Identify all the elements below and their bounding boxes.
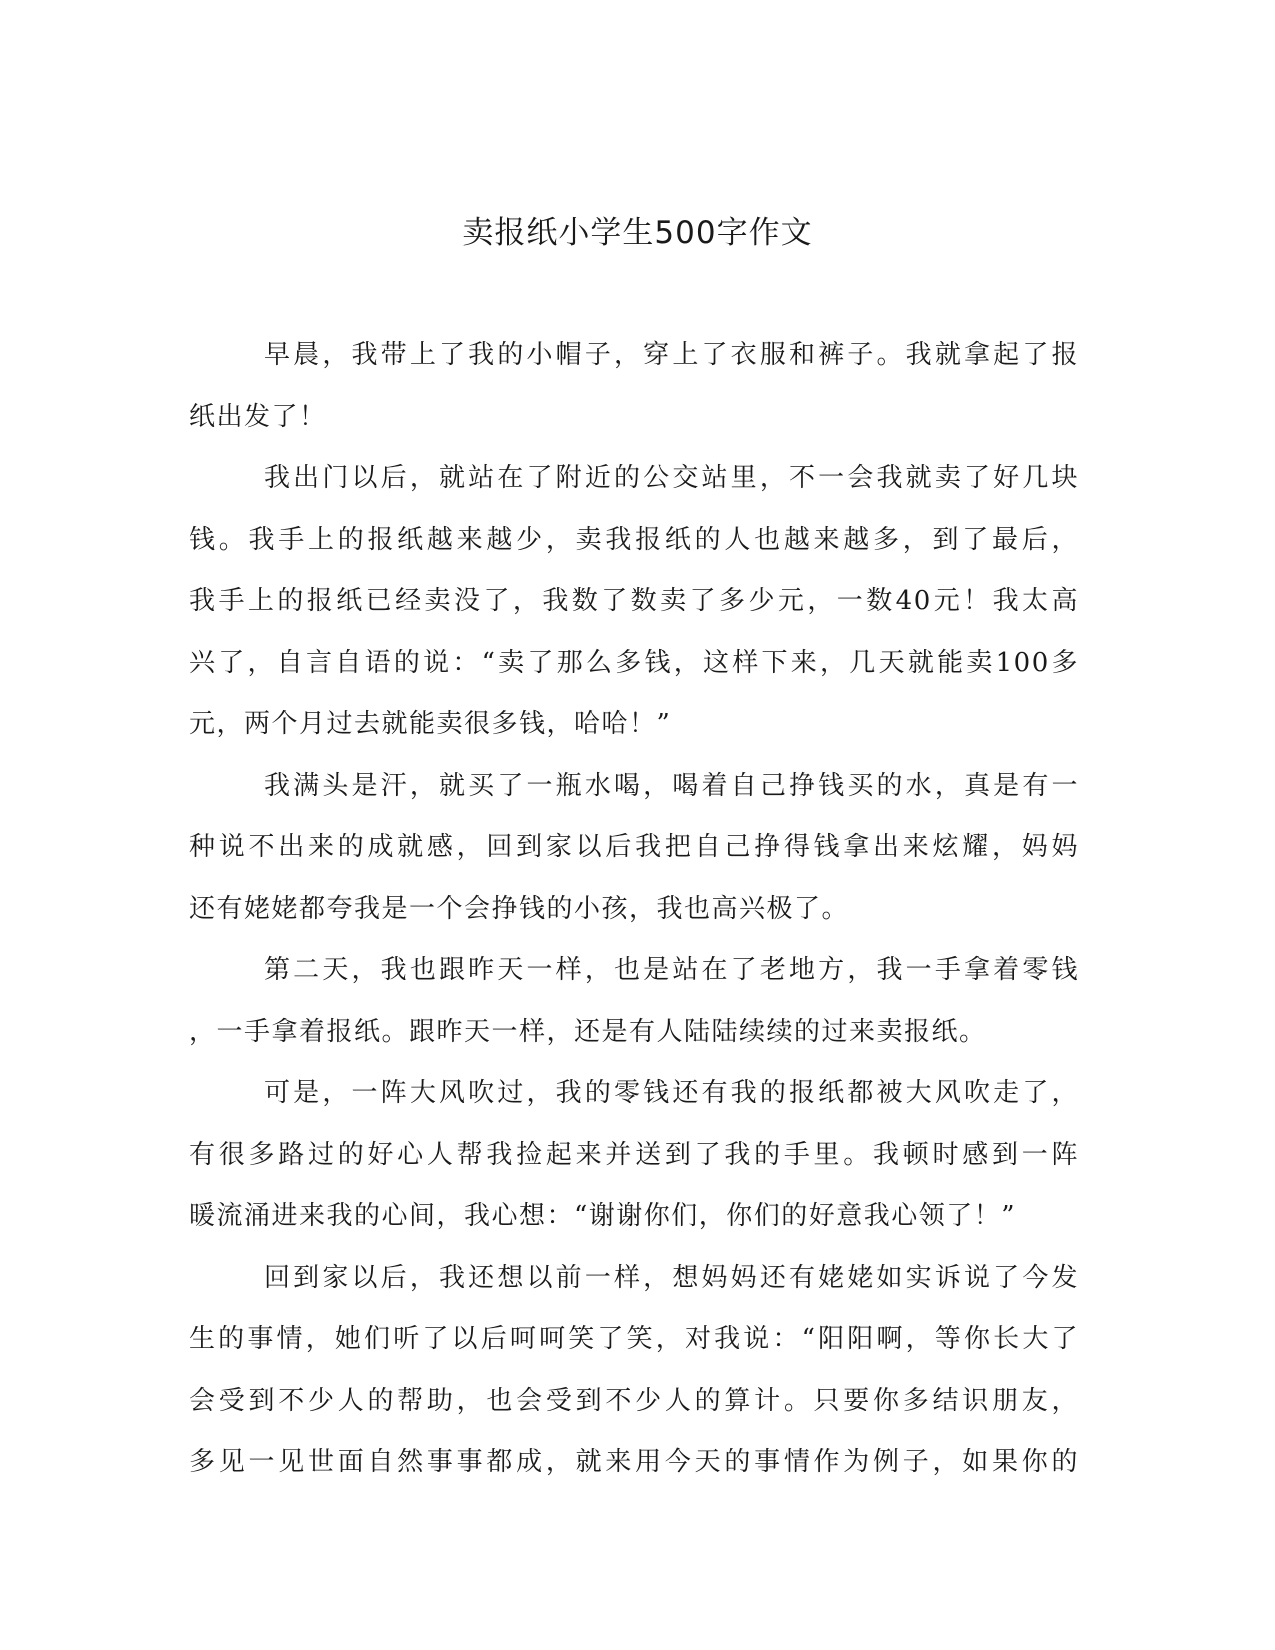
paragraph-line: 会受到不少人的帮助，也会受到不少人的算计。只要你多结识朋友， bbox=[189, 1385, 1079, 1416]
paragraph-line: 第二天，我也跟昨天一样，也是站在了老地方，我一手拿着零钱 bbox=[264, 955, 1079, 985]
paragraph-line: 钱。我手上的报纸越来越少，卖我报纸的人也越来越多，到了最后， bbox=[189, 524, 1079, 555]
paragraph-line: 我手上的报纸已经卖没了，我数了数卖了多少元，一数40元！我太高 bbox=[189, 586, 1079, 616]
paragraph-line: 早晨，我带上了我的小帽子，穿上了衣服和裤子。我就拿起了报 bbox=[264, 340, 1079, 370]
paragraph-line: 元，两个月过去就能卖很多钱，哈哈！” bbox=[189, 709, 672, 739]
paragraph-line: 生的事情，她们听了以后呵呵笑了笑，对我说：“阳阳啊，等你长大了 bbox=[189, 1324, 1079, 1354]
paragraph-line: 还有姥姥都夸我是一个会挣钱的小孩，我也高兴极了。 bbox=[189, 893, 850, 924]
paragraph-line: 回到家以后，我还想以前一样，想妈妈还有姥姥如实诉说了今发 bbox=[264, 1262, 1079, 1293]
paragraph-line: 可是，一阵大风吹过，我的零钱还有我的报纸都被大风吹走了， bbox=[264, 1078, 1079, 1108]
paragraph-line: 多见一见世面自然事事都成，就来用今天的事情作为例子，如果你的 bbox=[189, 1447, 1079, 1477]
paragraph-line: 纸出发了！ bbox=[189, 401, 327, 432]
paragraph-line: 我满头是汗，就买了一瓶水喝，喝着自己挣钱买的水，真是有一 bbox=[264, 770, 1079, 801]
document-title: 卖报纸小学生500字作文 bbox=[462, 215, 813, 251]
paragraph-line: 兴了，自言自语的说：“卖了那么多钱，这样下来，几天就能卖100多 bbox=[189, 647, 1079, 678]
paragraph-line: ，一手拿着报纸。跟昨天一样，还是有人陆陆续续的过来卖报纸。 bbox=[189, 1016, 987, 1047]
paragraph-line: 种说不出来的成就感，回到家以后我把自己挣得钱拿出来炫耀，妈妈 bbox=[189, 832, 1079, 862]
paragraph-line: 暖流涌进来我的心间，我心想：“谢谢你们，你们的好意我心领了！” bbox=[189, 1201, 1017, 1231]
paragraph-line: 我出门以后，就站在了附近的公交站里，不一会我就卖了好几块 bbox=[264, 463, 1079, 493]
paragraph-line: 有很多路过的好心人帮我捡起来并送到了我的手里。我顿时感到一阵 bbox=[189, 1139, 1079, 1170]
document-body bbox=[189, 325, 1079, 1494]
